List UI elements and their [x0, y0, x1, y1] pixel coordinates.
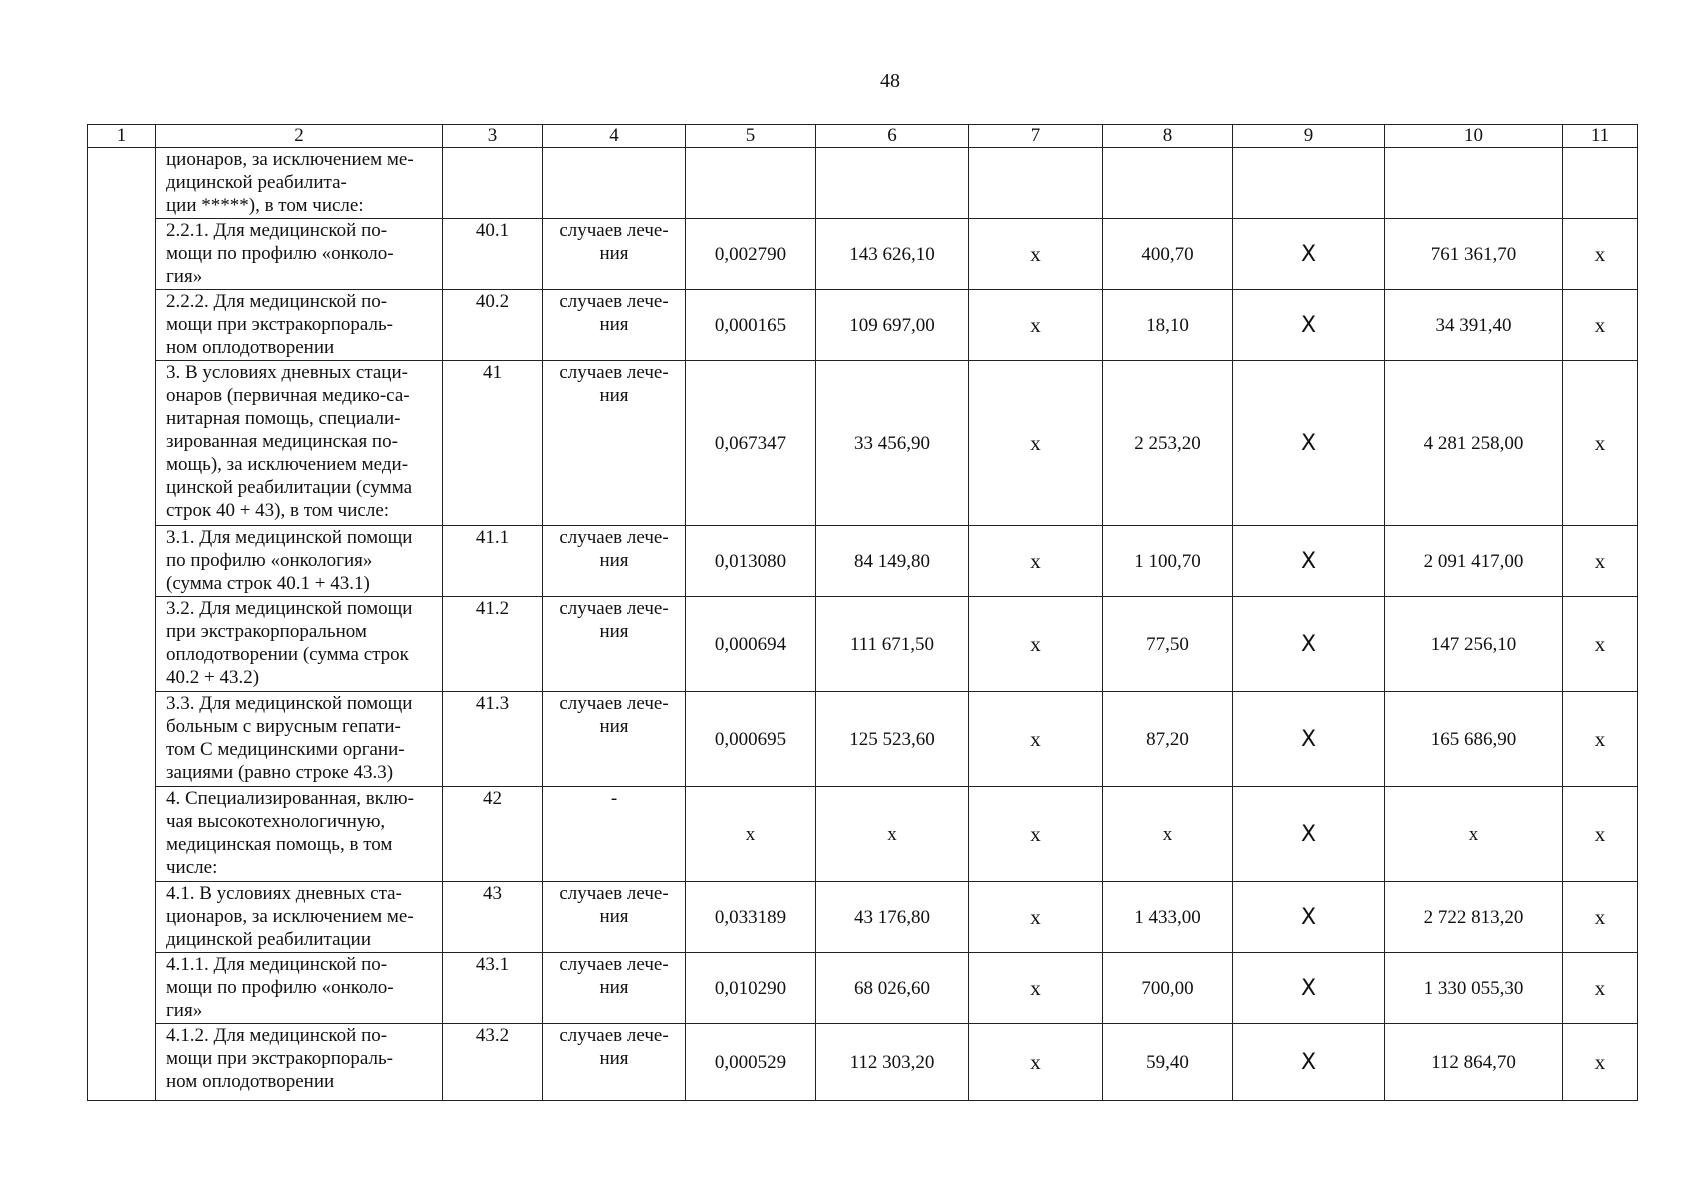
cell-c6: 143 626,10: [816, 219, 969, 290]
cell-c7: x: [969, 597, 1103, 692]
cell-c11: x: [1563, 953, 1638, 1024]
cell-c11: [1563, 148, 1638, 219]
page-number: 48: [880, 70, 900, 92]
cell-c5: [686, 148, 816, 219]
cell-c4: случаев лече- ния: [543, 290, 686, 361]
cell-c8: 2 253,20: [1103, 361, 1233, 526]
cell-c9: X: [1233, 1024, 1385, 1101]
table-row: [88, 882, 1638, 953]
cell-c2: 2.2.1. Для медицинской по- мощи по профилю «онколо- гия»: [156, 219, 443, 290]
cell-c5: 0,010290: [686, 953, 816, 1024]
cell-c6: 33 456,90: [816, 361, 969, 526]
cell-c7: x: [969, 290, 1103, 361]
cell-c2: 3.3. Для медицинской помощи больным с вирусным гепати- том С медицинскими органи- зациями (равно строке 43.3): [156, 692, 443, 787]
header-cell: 9: [1233, 125, 1385, 148]
header-cell: 6: [816, 125, 969, 148]
cell-c9: X: [1233, 882, 1385, 953]
cell-c2: 4.1.1. Для медицинской по- мощи по профилю «онколо- гия»: [156, 953, 443, 1024]
cell-c8: x: [1103, 787, 1233, 882]
data-table: [87, 124, 1638, 1101]
cell-c6: 109 697,00: [816, 290, 969, 361]
cell-c3: [443, 148, 543, 219]
cell-c4: случаев лече- ния: [543, 953, 686, 1024]
cell-c5: 0,000695: [686, 692, 816, 787]
cell-c8: 700,00: [1103, 953, 1233, 1024]
cell-c11: x: [1563, 526, 1638, 597]
cell-c3: 43.2: [443, 1024, 543, 1101]
cell-c9: X: [1233, 361, 1385, 526]
cell-c5: 0,000529: [686, 1024, 816, 1101]
cell-c9: X: [1233, 219, 1385, 290]
cell-c7: x: [969, 882, 1103, 953]
cell-c5: 0,067347: [686, 361, 816, 526]
cell-c6: x: [816, 787, 969, 882]
cell-c2: 2.2.2. Для медицинской по- мощи при экстракорпораль- ном оплодотворении: [156, 290, 443, 361]
cell-c7: x: [969, 526, 1103, 597]
table-row: [88, 526, 1638, 597]
table-row: [88, 361, 1638, 526]
cell-c2: 3. В условиях дневных стаци- онаров (первичная медико-са- нитарная помощь, специали- зированная медицинская по- мощь), за исключением меди- цинской реабилитации (сумма строк 40 + 43), в том числе:: [156, 361, 443, 526]
cell-c6: 125 523,60: [816, 692, 969, 787]
header-cell: 1: [88, 125, 156, 148]
cell-c4: случаев лече- ния: [543, 1024, 686, 1101]
cell-c3: 41.2: [443, 597, 543, 692]
cell-c4: [543, 148, 686, 219]
cell-c8: 18,10: [1103, 290, 1233, 361]
cell-c5: 0,013080: [686, 526, 816, 597]
cell-c11: x: [1563, 219, 1638, 290]
cell-c7: x: [969, 361, 1103, 526]
cell-c8: 77,50: [1103, 597, 1233, 692]
cell-c10: 112 864,70: [1385, 1024, 1563, 1101]
cell-c9: [1233, 148, 1385, 219]
cell-c4: случаев лече- ния: [543, 219, 686, 290]
cell-c10: 34 391,40: [1385, 290, 1563, 361]
table-row: [88, 787, 1638, 882]
cell-c6: 84 149,80: [816, 526, 969, 597]
cell-c9: X: [1233, 787, 1385, 882]
cell-c7: x: [969, 1024, 1103, 1101]
header-cell: 4: [543, 125, 686, 148]
cell-c4: случаев лече- ния: [543, 597, 686, 692]
header-cell: 3: [443, 125, 543, 148]
cell-c10: 761 361,70: [1385, 219, 1563, 290]
cell-c10: 165 686,90: [1385, 692, 1563, 787]
cell-c11: x: [1563, 597, 1638, 692]
cell-c3: 42: [443, 787, 543, 882]
header-cell: 7: [969, 125, 1103, 148]
header-cell: 11: [1563, 125, 1638, 148]
table-row: [88, 692, 1638, 787]
cell-c9: X: [1233, 953, 1385, 1024]
cell-c6: 112 303,20: [816, 1024, 969, 1101]
cell-c9: X: [1233, 526, 1385, 597]
cell-c3: 43: [443, 882, 543, 953]
table-row: [88, 219, 1638, 290]
cell-c11: x: [1563, 361, 1638, 526]
cell-c3: 40.2: [443, 290, 543, 361]
cell-c4: -: [543, 787, 686, 882]
cell-c6: 111 671,50: [816, 597, 969, 692]
cell-c2: 3.1. Для медицинской помощи по профилю «онкология» (сумма строк 40.1 + 43.1): [156, 526, 443, 597]
cell-c8: 87,20: [1103, 692, 1233, 787]
cell-c3: 41: [443, 361, 543, 526]
cell-c8: 400,70: [1103, 219, 1233, 290]
cell-c4: случаев лече- ния: [543, 526, 686, 597]
table-row: [88, 953, 1638, 1024]
cell-c10: 4 281 258,00: [1385, 361, 1563, 526]
cell-c8: [1103, 148, 1233, 219]
cell-c7: x: [969, 692, 1103, 787]
cell-c4: случаев лече- ния: [543, 882, 686, 953]
cell-c9: X: [1233, 597, 1385, 692]
cell-c3: 41.3: [443, 692, 543, 787]
table-row: [88, 290, 1638, 361]
cell-c9: X: [1233, 692, 1385, 787]
row-number-cell: [88, 148, 156, 1101]
cell-c2: 4.1. В условиях дневных ста- ционаров, за исключением ме- дицинской реабилитации: [156, 882, 443, 953]
cell-c5: 0,000694: [686, 597, 816, 692]
cell-c5: x: [686, 787, 816, 882]
cell-c8: 1 100,70: [1103, 526, 1233, 597]
cell-c2: 4. Специализированная, вклю- чая высокотехнологичную, медицинская помощь, в том числе:: [156, 787, 443, 882]
cell-c6: 68 026,60: [816, 953, 969, 1024]
header-cell: 5: [686, 125, 816, 148]
cell-c11: x: [1563, 882, 1638, 953]
cell-c6: 43 176,80: [816, 882, 969, 953]
table-row: [88, 597, 1638, 692]
cell-c10: 2 091 417,00: [1385, 526, 1563, 597]
cell-c8: 59,40: [1103, 1024, 1233, 1101]
cell-c7: x: [969, 219, 1103, 290]
header-cell: 8: [1103, 125, 1233, 148]
cell-c11: x: [1563, 692, 1638, 787]
cell-c10: 2 722 813,20: [1385, 882, 1563, 953]
cell-c4: случаев лече- ния: [543, 361, 686, 526]
cell-c3: 40.1: [443, 219, 543, 290]
cell-c3: 41.1: [443, 526, 543, 597]
cell-c7: x: [969, 953, 1103, 1024]
cell-c2: ционаров, за исключением ме- дицинской реабилита- ции *****), в том числе:: [156, 148, 443, 219]
cell-c5: 0,002790: [686, 219, 816, 290]
header-row: [88, 125, 1638, 148]
cell-c5: 0,000165: [686, 290, 816, 361]
cell-c7: x: [969, 787, 1103, 882]
cell-c11: x: [1563, 787, 1638, 882]
header-cell: 10: [1385, 125, 1563, 148]
cell-c9: X: [1233, 290, 1385, 361]
cell-c10: 1 330 055,30: [1385, 953, 1563, 1024]
cell-c11: x: [1563, 1024, 1638, 1101]
cell-c5: 0,033189: [686, 882, 816, 953]
header-cell: 2: [156, 125, 443, 148]
cell-c7: [969, 148, 1103, 219]
cell-c2: 4.1.2. Для медицинской по- мощи при экстракорпораль- ном оплодотворении: [156, 1024, 443, 1101]
cell-c4: случаев лече- ния: [543, 692, 686, 787]
cell-c8: 1 433,00: [1103, 882, 1233, 953]
cell-c6: [816, 148, 969, 219]
cell-c2: 3.2. Для медицинской помощи при экстракорпоральном оплодотворении (сумма строк 40.2 + 43.2): [156, 597, 443, 692]
table-row: [88, 1024, 1638, 1101]
cell-c10: 147 256,10: [1385, 597, 1563, 692]
cell-c11: x: [1563, 290, 1638, 361]
cell-c10: x: [1385, 787, 1563, 882]
cell-c10: [1385, 148, 1563, 219]
table-row: [88, 148, 1638, 219]
cell-c3: 43.1: [443, 953, 543, 1024]
